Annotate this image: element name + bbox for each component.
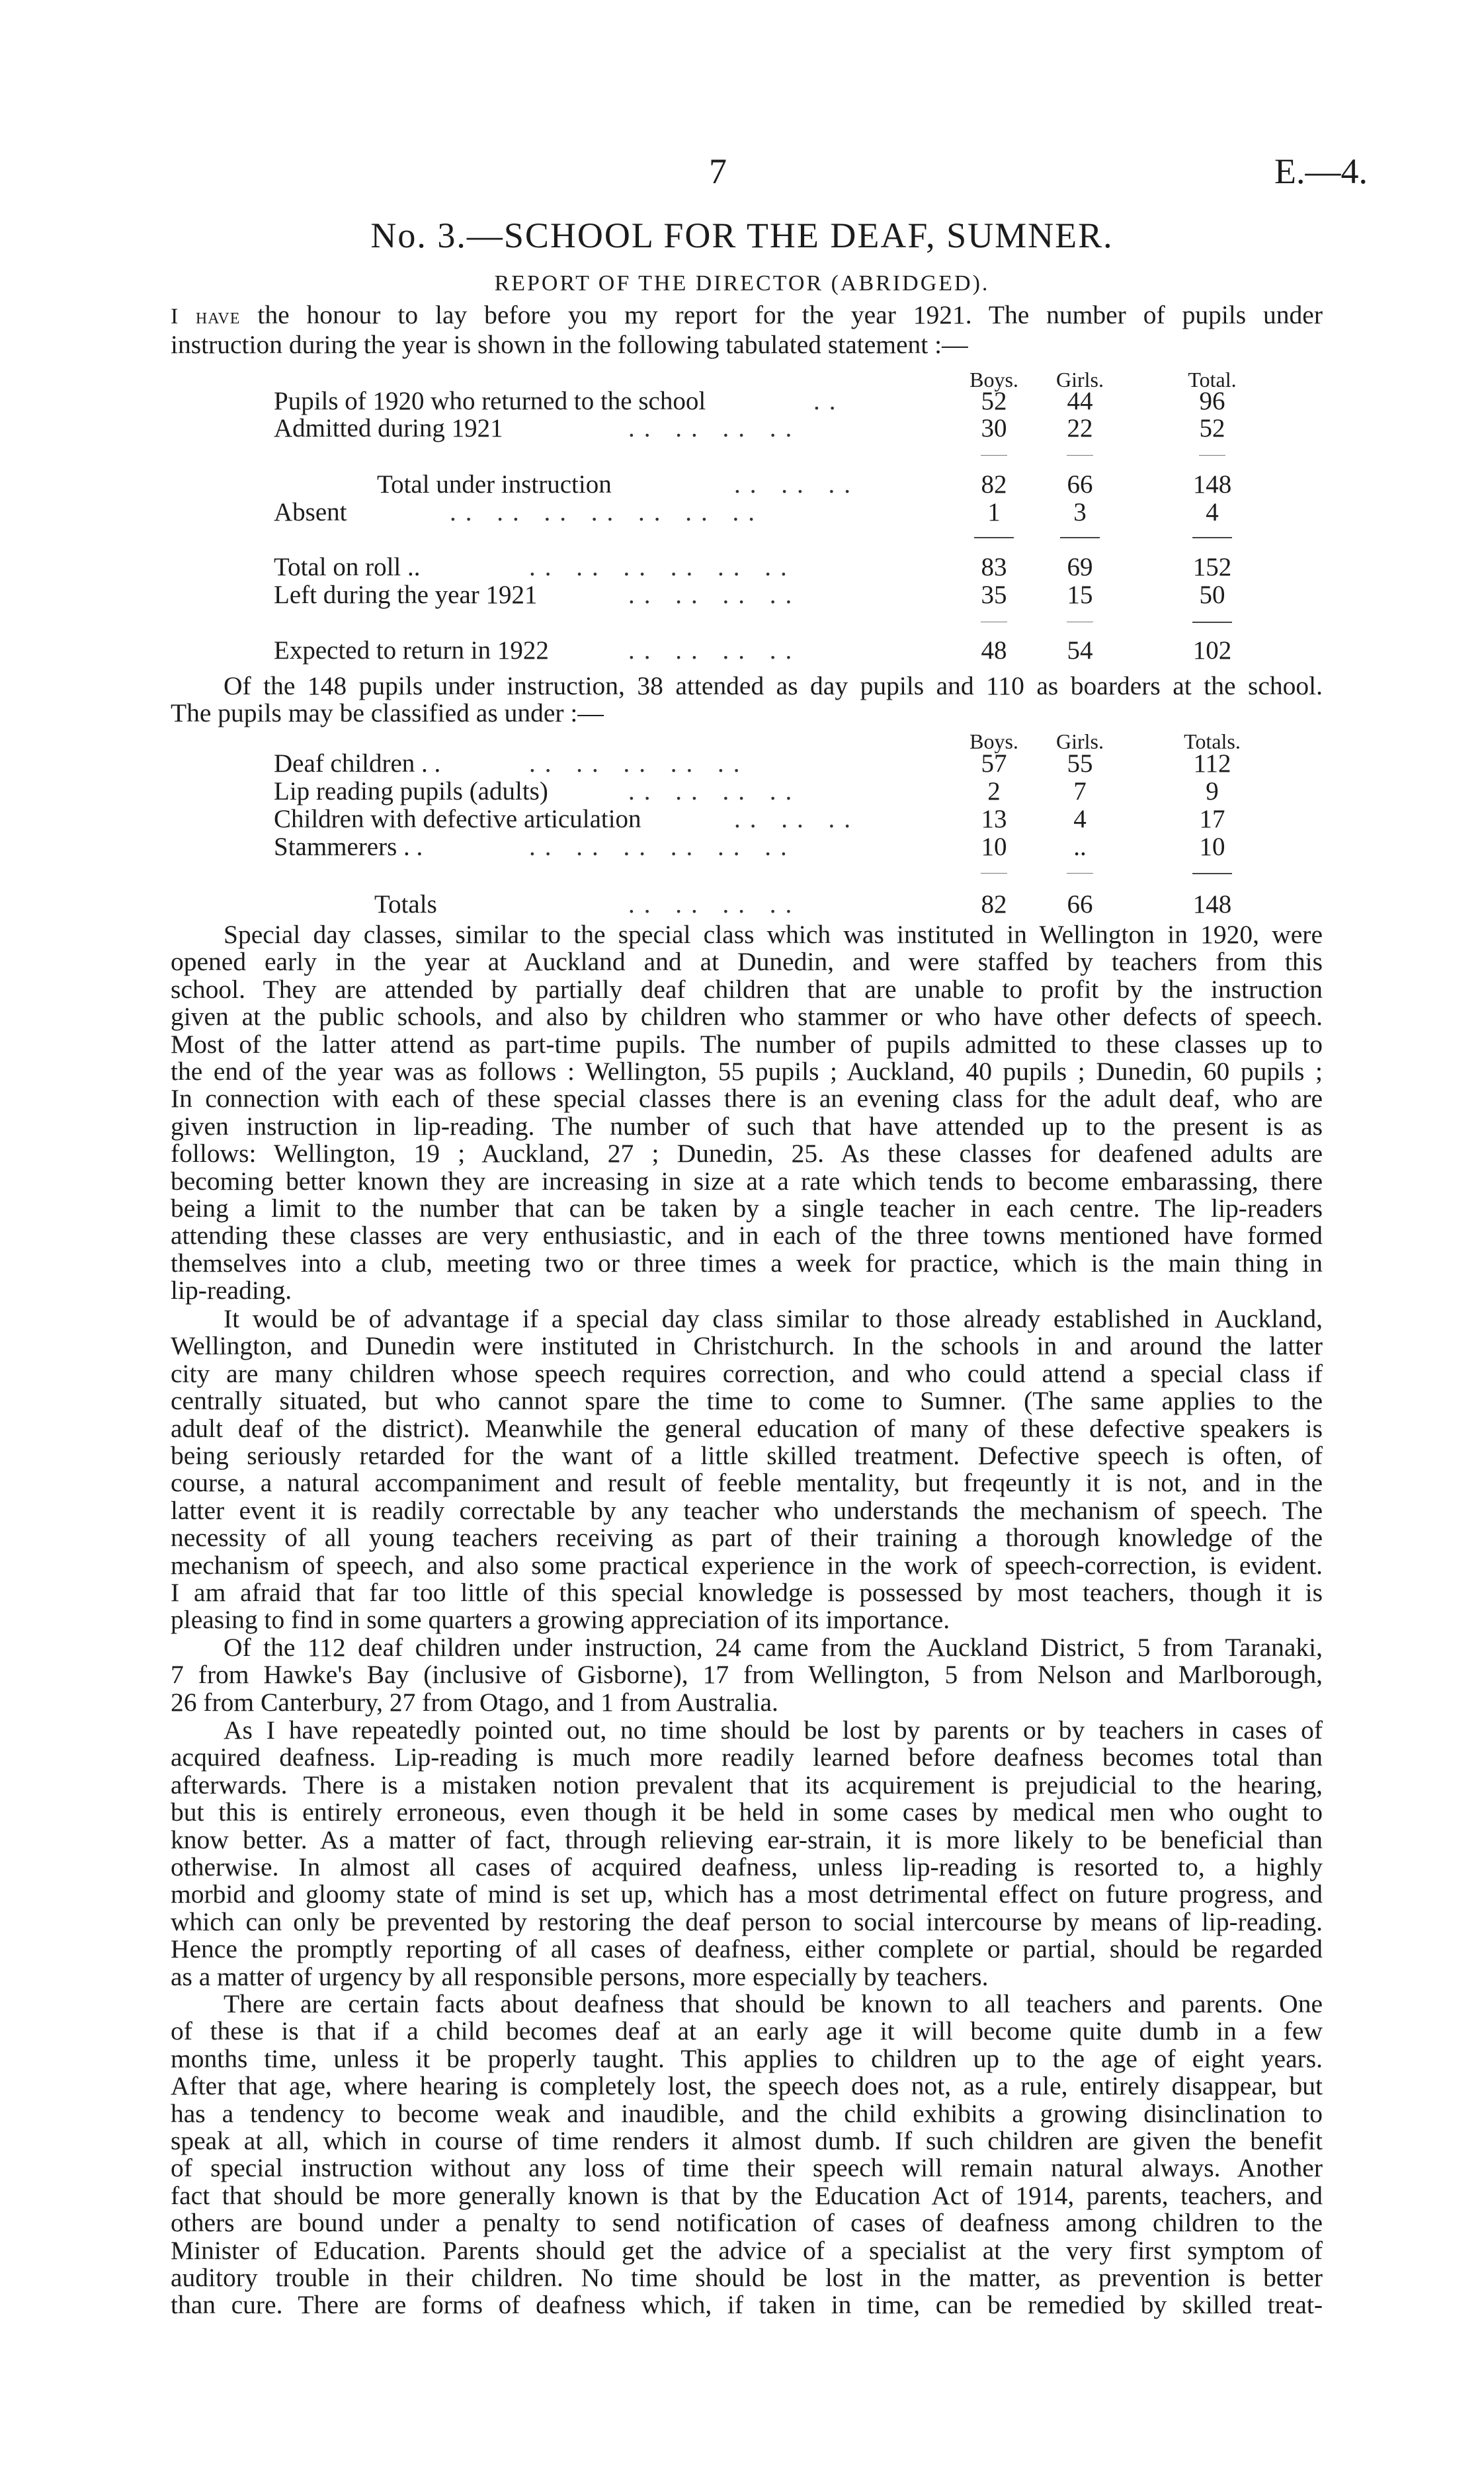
document-reference: E.—4. <box>1274 151 1368 191</box>
intro-paragraph <box>171 301 1323 358</box>
leader-dots: .. .. .. .. .. .. .. <box>450 498 764 526</box>
intro-lead: I have <box>171 304 241 329</box>
text-line: school. They are attended by partially deaf children that are unable to profit by the instruction <box>171 974 1323 1004</box>
total-value: 17 <box>1199 805 1225 833</box>
table-rule <box>1192 873 1232 874</box>
intro-line <box>171 301 1323 331</box>
boys-value: 35 <box>981 581 1007 609</box>
row-label: Lip reading pupils (adults) <box>274 777 548 805</box>
table-rule <box>1192 622 1232 623</box>
total-value: 148 <box>1192 470 1232 499</box>
text-line: afterwards. There is a mistaken notion prevalent that its acquirement is prejudicial to the hearing, <box>171 1770 1323 1799</box>
paragraph <box>171 1305 1323 1634</box>
text-line: It would be of advantage if a special day class similar to those already established in Auckland, <box>224 1304 1323 1333</box>
girls-value: 3 <box>1073 498 1087 526</box>
boys-value: 82 <box>981 890 1007 919</box>
girls-value: 15 <box>1067 581 1093 609</box>
text-line: Hence the promptly reporting of all cases of deafness, either complete or partial, should be regarded <box>171 1934 1323 1964</box>
girls-value: .. <box>1073 833 1087 861</box>
leader-dots: .. <box>813 387 845 415</box>
total-value: 9 <box>1206 777 1219 805</box>
text-line: centrally situated, but who cannot spare the time to come to Sumner. (The same applies to the <box>171 1386 1323 1416</box>
total-value: 50 <box>1199 581 1225 609</box>
text-line: Most of the latter attend as part-time pupils. The number of pupils admitted to these classes up to <box>171 1029 1323 1059</box>
column-header-boys: Boys. <box>969 729 1018 753</box>
boys-value: 30 <box>981 414 1007 442</box>
text-line: opened early in the year at Auckland and at Dunedin, and were staffed by teachers from this <box>171 947 1323 977</box>
row-label: Left during the year 1921 <box>274 581 538 609</box>
text-line: morbid and gloomy state of mind is set up, which has a most detrimental effect on future progress, and <box>171 1879 1323 1909</box>
row-label: Stammerers . . <box>274 833 423 861</box>
text-line: 7 from Hawke's Bay (inclusive of Gisborne), 17 from Wellington, 5 from Nelson and Marlborough, <box>171 1660 1323 1690</box>
text-line: others are bound under a penalty to send notification of cases of deafness among children to the <box>171 2208 1323 2238</box>
text-line: as a matter of urgency by all responsible persons, more especially by teachers. <box>171 1961 989 1991</box>
leader-dots: .. .. .. <box>734 805 860 833</box>
intro-line-rest: the honour to lay before you my report for the year 1921. The number of pupils under <box>240 300 1323 329</box>
row-label: Admitted during 1921 <box>274 414 503 442</box>
boys-value: 83 <box>981 553 1007 581</box>
column-header-girls: Girls. <box>1056 368 1104 391</box>
total-value: 152 <box>1192 553 1232 581</box>
paragraph <box>171 921 1323 1305</box>
paragraph <box>171 673 1323 727</box>
girls-value: 54 <box>1067 636 1093 665</box>
girls-value: 44 <box>1067 387 1093 415</box>
intro-line: instruction during the year is shown in the following tabulated statement :— <box>171 330 968 359</box>
column-header-boys: Boys. <box>969 368 1018 391</box>
boys-value: 2 <box>987 777 1001 805</box>
text-line: follows: Wellington, 19 ; Auckland, 27 ; Dunedin, 25. As these classes for deafened adults are <box>171 1139 1323 1169</box>
text-line: themselves into a club, meeting two or three times a week for practice, which is the main thing in <box>171 1248 1323 1278</box>
text-line: mechanism of speech, and also some practical experience in the work of speech-correction, is evident. <box>171 1550 1323 1580</box>
girls-value: 7 <box>1073 777 1087 805</box>
text-line: lip-reading. <box>171 1276 292 1305</box>
girls-value: 66 <box>1067 890 1093 919</box>
boys-value: 10 <box>981 833 1007 861</box>
column-header-total: Total. <box>1188 368 1237 391</box>
text-line: know better. As a matter of fact, through relieving ear-strain, it is more likely to be beneficial than <box>171 1825 1323 1854</box>
leader-dots: .. .. .. .. <box>628 581 802 609</box>
row-label: Expected to return in 1922 <box>274 636 549 665</box>
total-value: 112 <box>1193 749 1231 778</box>
boys-value: 48 <box>981 636 1007 665</box>
text-line: course, a natural accompaniment and result of feeble mentality, but freqeuntly it is not, and in the <box>171 1468 1323 1498</box>
total-value: 10 <box>1199 833 1225 861</box>
text-line: being seriously retarded for the want of a little skilled treatment. Defective speech is often, of <box>171 1441 1323 1471</box>
text-line: After that age, where hearing is completely lost, the speech does not, as a rule, entirely disappear, but <box>171 2071 1323 2101</box>
text-line: of special instruction without any loss of time their speech will remain natural always. Another <box>171 2153 1323 2183</box>
text-line: becoming better known they are increasing in size at a rate which tends to become embarassing, there <box>171 1166 1323 1196</box>
text-line: As I have repeatedly pointed out, no time should be lost by parents or by teachers in cases of <box>224 1715 1323 1745</box>
text-line: has a tendency to become weak and inaudible, and the child exhibits a growing disinclination to <box>171 2098 1323 2128</box>
text-line: being a limit to the number that can be taken by a single teacher in each centre. The lip-readers <box>171 1194 1323 1223</box>
row-label: Deaf children . . <box>274 749 441 778</box>
text-line: latter event it is readily correctable by any teacher who understands the mechanism of speech. The <box>171 1495 1323 1525</box>
row-label: Totals <box>374 890 437 919</box>
text-line: but this is entirely erroneous, even though it be held in some cases by medical men who ought to <box>171 1797 1323 1827</box>
text-line: which can only be prevented by restoring the deaf person to social intercourse by means of lip-reading. <box>171 1907 1323 1936</box>
text-line: The pupils may be classified as under :— <box>171 698 604 728</box>
column-header-girls: Girls. <box>1056 729 1104 753</box>
text-line: attending these classes are very enthusiastic, and in each of the three towns mentioned have formed <box>171 1221 1323 1251</box>
text-line: of these is that if a child becomes deaf at an early age it will become quite dumb in a few <box>171 2016 1323 2046</box>
paragraph <box>171 1717 1323 1991</box>
leader-dots: .. .. .. .. .. .. <box>529 833 796 861</box>
girls-value: 22 <box>1067 414 1093 442</box>
boys-value: 52 <box>981 387 1007 415</box>
text-line: fact that should be more generally known is that by the Education Act of 1914, parents, teachers, and <box>171 2180 1323 2210</box>
table-rule <box>1199 455 1225 456</box>
text-line: than cure. There are forms of deafness which, if taken in time, can be remedied by skilled treat- <box>171 2290 1323 2320</box>
row-label: Total on roll .. <box>274 553 421 581</box>
total-value: 96 <box>1199 387 1225 415</box>
girls-value: 4 <box>1073 805 1087 833</box>
table-rule <box>1067 455 1093 456</box>
paragraph <box>171 1991 1323 2319</box>
text-line: adult deaf of the district). Meanwhile the general education of many of these defective speakers is <box>171 1413 1323 1443</box>
text-line: I am afraid that far too little of this special knowledge is possessed by most teachers, though it is <box>171 1578 1323 1608</box>
text-line: 26 from Canterbury, 27 from Otago, and 1 from Australia. <box>171 1687 778 1717</box>
section-subtitle: REPORT OF THE DIRECTOR (ABRIDGED). <box>494 271 990 296</box>
text-line: pleasing to find in some quarters a growing appreciation of its importance. <box>171 1605 950 1635</box>
girls-value: 66 <box>1067 470 1093 499</box>
text-line: Wellington, and Dunedin were instituted in Christchurch. In the schools in and around the latter <box>171 1331 1323 1361</box>
text-line: months time, unless it be properly taught. This applies to children up to the age of eight years. <box>171 2043 1323 2073</box>
girls-value: 55 <box>1067 749 1093 778</box>
column-header-totals: Totals. <box>1184 729 1241 753</box>
leader-dots: .. .. .. .. <box>628 777 802 805</box>
section-title: No. 3.—SCHOOL FOR THE DEAF, SUMNER. <box>370 216 1114 255</box>
row-label: Children with defective articulation <box>274 805 641 833</box>
boys-value: 1 <box>987 498 1001 526</box>
leader-dots: .. .. .. .. .. <box>529 749 749 778</box>
boys-value: 82 <box>981 470 1007 499</box>
leader-dots: .. .. .. <box>734 470 860 499</box>
text-line: given at the public schools, and also by children who stammer or who have other defects of speech. <box>171 1002 1323 1032</box>
text-line: Minister of Education. Parents should get the advice of a specialist at the very first symptom of <box>171 2235 1323 2265</box>
text-line: Of the 148 pupils under instruction, 38 attended as day pupils and 110 as boarders at the school. <box>224 671 1323 700</box>
table-rule <box>1192 537 1232 538</box>
boys-value: 57 <box>981 749 1007 778</box>
text-line: There are certain facts about deafness that should be known to all teachers and parents. One <box>224 1989 1323 2018</box>
total-value: 52 <box>1199 414 1225 442</box>
total-value: 4 <box>1206 498 1219 526</box>
row-label: Absent <box>274 498 347 526</box>
leader-dots: .. .. .. .. <box>628 414 802 442</box>
text-line: Of the 112 deaf children under instruction, 24 came from the Auckland District, 5 from Taranaki, <box>224 1633 1323 1662</box>
table-rule <box>981 455 1007 456</box>
total-value: 102 <box>1192 636 1232 665</box>
girls-value: 69 <box>1067 553 1093 581</box>
row-label: Total under instruction <box>377 470 612 499</box>
text-line: acquired deafness. Lip-reading is much more readily learned before deafness becomes total than <box>171 1743 1323 1772</box>
text-line: speak at all, which in course of time renders it almost dumb. If such children are given the benefit <box>171 2126 1323 2156</box>
page-number: 7 <box>709 151 727 191</box>
table-rule <box>981 873 1007 874</box>
text-line: In connection with each of these special classes there is an evening class for the adult deaf, who are <box>171 1084 1323 1114</box>
row-label: Pupils of 1920 who returned to the school <box>274 387 706 415</box>
leader-dots: .. .. .. .. <box>628 890 802 919</box>
text-line: city are many children whose speech requires correction, and who could attend a special class if <box>171 1358 1323 1388</box>
text-line: otherwise. In almost all cases of acquired deafness, unless lip-reading is resorted to, a highly <box>171 1852 1323 1882</box>
leader-dots: .. .. .. .. .. .. <box>529 553 796 581</box>
table-rule <box>1060 537 1100 538</box>
table-rule <box>974 537 1014 538</box>
text-line: given instruction in lip-reading. The number of such that have attended up to the present is as <box>171 1111 1323 1141</box>
text-line: Special day classes, similar to the special class which was instituted in Wellington in 1920, were <box>224 920 1323 949</box>
text-line: auditory trouble in their children. No time should be lost in the matter, as prevention is better <box>171 2263 1323 2293</box>
text-line: necessity of all young teachers receiving as part of their training a thorough knowledge of the <box>171 1523 1323 1553</box>
boys-value: 13 <box>981 805 1007 833</box>
table-rule <box>1067 873 1093 874</box>
total-value: 148 <box>1192 890 1232 919</box>
paragraph <box>171 1634 1323 1716</box>
text-line: the end of the year was as follows : Wellington, 55 pupils ; Auckland, 40 pupils ; Dunedin, 60 pupils ; <box>171 1057 1323 1087</box>
leader-dots: .. .. .. .. <box>628 636 802 665</box>
